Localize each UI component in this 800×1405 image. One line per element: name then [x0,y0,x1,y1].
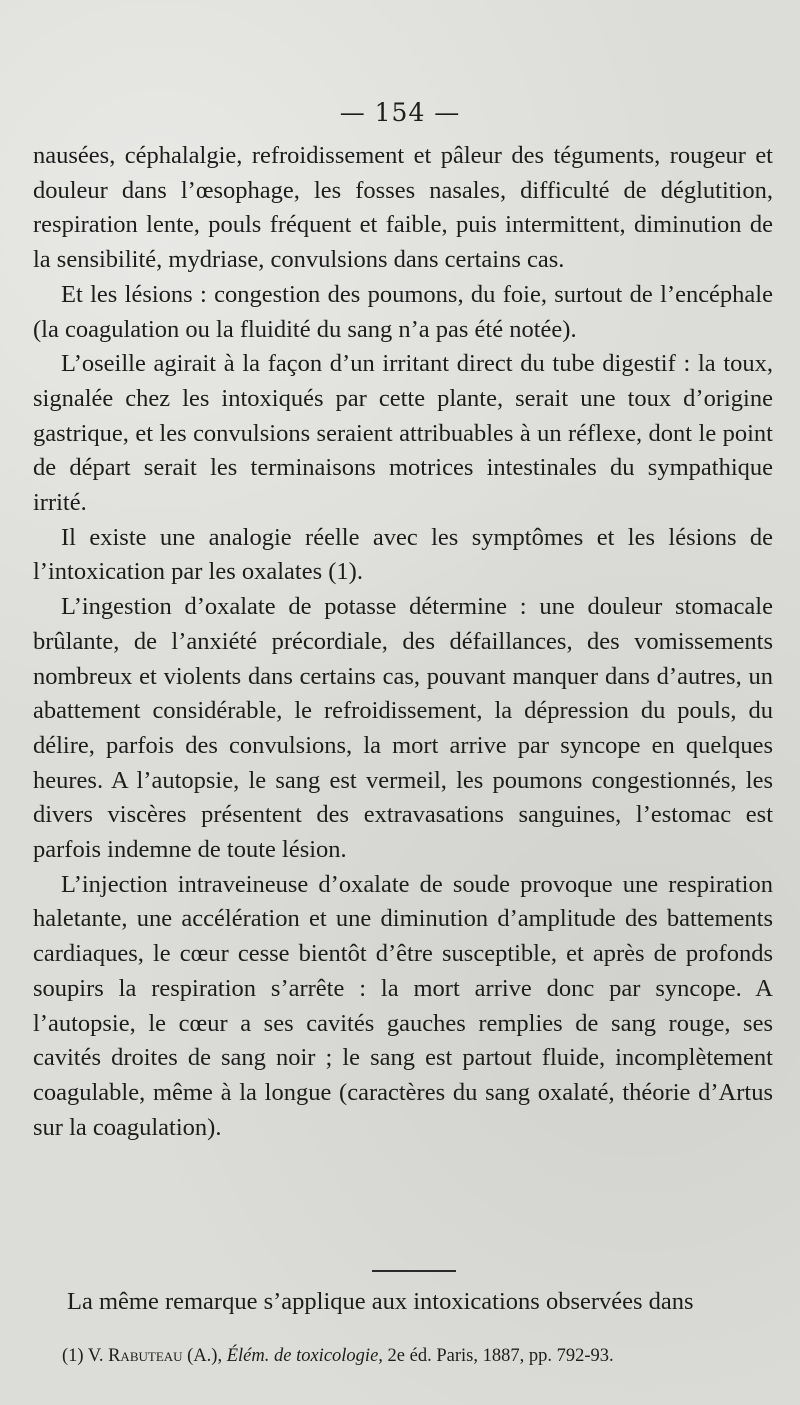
page-number: — 154 — [339,98,461,127]
footnote-marker: (1) V. [62,1346,104,1366]
paragraph-analogie: Il existe une analogie réelle avec les symptômes et les lésions de l’intoxication par les oxalates (1). [33,523,773,586]
footnote [62,1344,762,1368]
footnote-rest: 2e éd. Paris, 1887, pp. 792-93. [387,1346,614,1366]
footnote-title: Élém. de toxicologie, [226,1346,383,1366]
closing-line: La même remarque s’applique aux intoxications observées dans [67,1288,694,1315]
paragraph-oseille: L’oseille agirait à la façon d’un irritant direct du tube digestif : la toux, signalée chez les intoxiqués par cette plante, serait une toux d’origine gastrique, et les convulsions seraient attribuables à un réflexe, dont le point de départ serait les terminaisons motrices intestinales du sympathique irrité. [33,350,773,517]
paragraph-injection: L’injection intraveineuse d’oxalate de soude provoque une respiration haletante, une accélération et une diminution d’amplitude des battements cardiaques, le cœur cesse bientôt d’être susceptible, et après de profonds soupirs la respiration s’arrête : la mort arrive donc par syncope. A l’autopsie, le cœur a ses cavités gauches remplies de sang rouge, ses cavités droites de sang noir ; le sang est partout fluide, incomplètement coagulable, même à la longue (caractères du sang oxalaté, théorie d’Artus sur la coagulation). [33,870,773,1141]
paragraph-ingestion: L’ingestion d’oxalate de potasse détermine : une douleur stomacale brûlante, de l’anxiété précordiale, des défaillances, des vomissements nombreux et violents dans certains cas, pouvant manquer dans d’autres, un abattement considérable, le refroidissement, la dépression du pouls, du délire, parfois des convulsions, la mort arrive par syncope en quelques heures. A l’autopsie, le sang est vermeil, les poumons congestionnés, les divers viscères présentent des extravasations sanguines, l’estomac est parfois indemne de toute lésion. [33,593,773,864]
section-divider [372,1270,456,1272]
footnote-author: Rabuteau (A.), [108,1346,223,1366]
body-text [33,139,773,1145]
paragraph-continuation: nausées, céphalalgie, refroidissement et pâleur des téguments, rougeur et douleur dans l’œsophage, les fosses nasales, difficulté de déglutition, respiration lente, pouls fréquent et faible, puis intermittent, diminution de la sensibilité, mydriase, convulsions dans certains cas. [33,142,773,274]
paragraph-lesions: Et les lésions : congestion des poumons, du foie, surtout de l’encéphale (la coagulation ou la fluidité du sang n’a pas été notée). [33,280,773,343]
